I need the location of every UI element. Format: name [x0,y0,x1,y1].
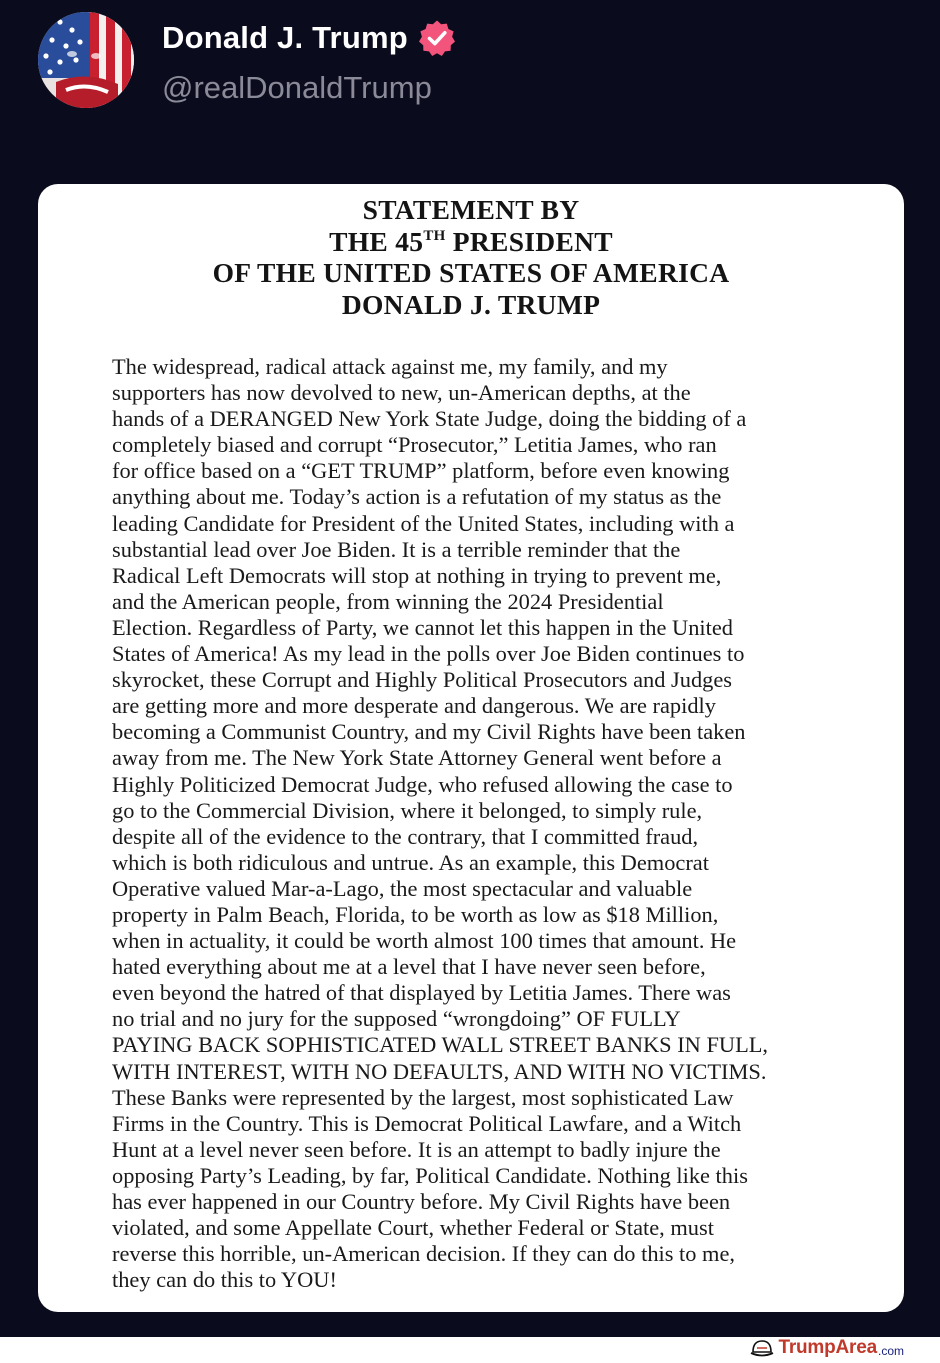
body-line: The widespread, radical attack against me, my family, and my [112,354,668,379]
watermark [750,1337,904,1359]
heading-line-3: OF THE UNITED STATES OF AMERICA [212,257,730,288]
body-line: are getting more and more desperate and dangerous. We are rapidly [112,693,716,719]
body-line: hated everything about me at a level that I have never seen before, [112,954,706,980]
body-line: anything about me. Today’s action is a refutation of my status as the [112,484,722,510]
body-line: WITH INTEREST, WITH NO DEFAULTS, AND WITH NO VICTIMS. [112,1058,767,1084]
body-line: Operative valued Mar-a-Lago, the most spectacular and valuable [112,875,693,901]
statement-body [112,354,842,1293]
avatar[interactable] [38,12,134,108]
body-line: property in Palm Beach, Florida, to be worth as low as $18 Million, [112,901,719,927]
body-line: has ever happened in our Country before. My Civil Rights have been [112,1189,731,1214]
heading-line-2-superscript: TH [423,227,446,244]
body-line: they can do this to YOU! [112,1267,337,1293]
heading-line-1: STATEMENT BY [362,194,580,225]
heading-line-2-post: PRESIDENT [445,225,613,257]
watermark-brand: TrumpArea [778,1337,877,1358]
body-line: substantial lead over Joe Biden. It is a terrible reminder that the [112,536,681,562]
body-line: go to the Commercial Division, where it belonged, to simply rule, [112,797,703,823]
body-line: hands of a DERANGED New York State Judge, doing the bidding of a [112,406,747,432]
hat-icon [750,1337,774,1359]
body-line: Election. Regardless of Party, we cannot let this happen in the United [112,614,733,640]
display-name[interactable]: Donald J. Trump [162,20,408,55]
body-line: skyrocket, these Corrupt and Highly Political Prosecutors and Judges [112,667,732,693]
verified-badge-icon [418,19,456,57]
heading-line-2-pre: THE 45 [329,225,424,257]
watermark-suffix: .com [877,1343,904,1358]
body-line: when in actuality, it could be worth almost 100 times that amount. He [112,928,737,954]
statement-heading [38,194,904,320]
body-line: which is both ridiculous and untrue. As an example, this Democrat [112,849,709,875]
body-line: Hunt at a level never seen before. It is an attempt to badly injure the [112,1136,721,1162]
body-line: no trial and no jury for the supposed “wrongdoing” OF FULLY [112,1006,681,1032]
statement-image-card[interactable] [38,184,904,1312]
body-line: opposing Party’s Leading, by far, Political Candidate. Nothing like this [112,1162,748,1188]
body-line: supporters has now devolved to new, un-American depths, at the [112,380,691,406]
heading-line-4: DONALD J. TRUMP [341,288,601,320]
body-line: Firms in the Country. This is Democrat Political Lawfare, and a Witch [112,1110,742,1136]
body-line: and the American people, from winning the 2024 Presidential [112,588,664,614]
display-name-row [162,18,456,58]
body-line: leading Candidate for President of the United States, including with a [112,510,735,536]
body-line: Radical Left Democrats will stop at nothing in trying to prevent me, [112,562,722,588]
body-line: These Banks were represented by the largest, most sophisticated Law [112,1084,734,1110]
body-line: completely biased and corrupt “Prosecutor,” Letitia James, who ran [112,432,717,458]
body-line: despite all of the evidence to the contrary, that I committed fraud, [112,823,699,849]
body-line: PAYING BACK SOPHISTICATED WALL STREET BANKS IN FULL, [112,1032,769,1058]
heading-line-2 [38,226,904,258]
body-line: becoming a Communist Country, and my Civil Rights have been taken [112,719,746,745]
body-line: States of America! As my lead in the polls over Joe Biden continues to [112,641,745,667]
body-line: even beyond the hatred of that displayed by Letitia James. There was [112,980,731,1006]
body-line: for office based on a “GET TRUMP” platform, before even knowing [112,458,730,484]
body-line: violated, and some Appellate Court, whether Federal or State, must [112,1215,714,1241]
body-line: away from me. The New York State Attorney General went before a [112,745,722,771]
flag-face-avatar-icon [38,12,134,108]
body-line: Highly Politicized Democrat Judge, who refused allowing the case to [112,771,733,797]
body-line: reverse this horrible, un-American decision. If they can do this to me, [112,1241,736,1267]
user-handle[interactable]: @realDonaldTrump [162,70,432,105]
